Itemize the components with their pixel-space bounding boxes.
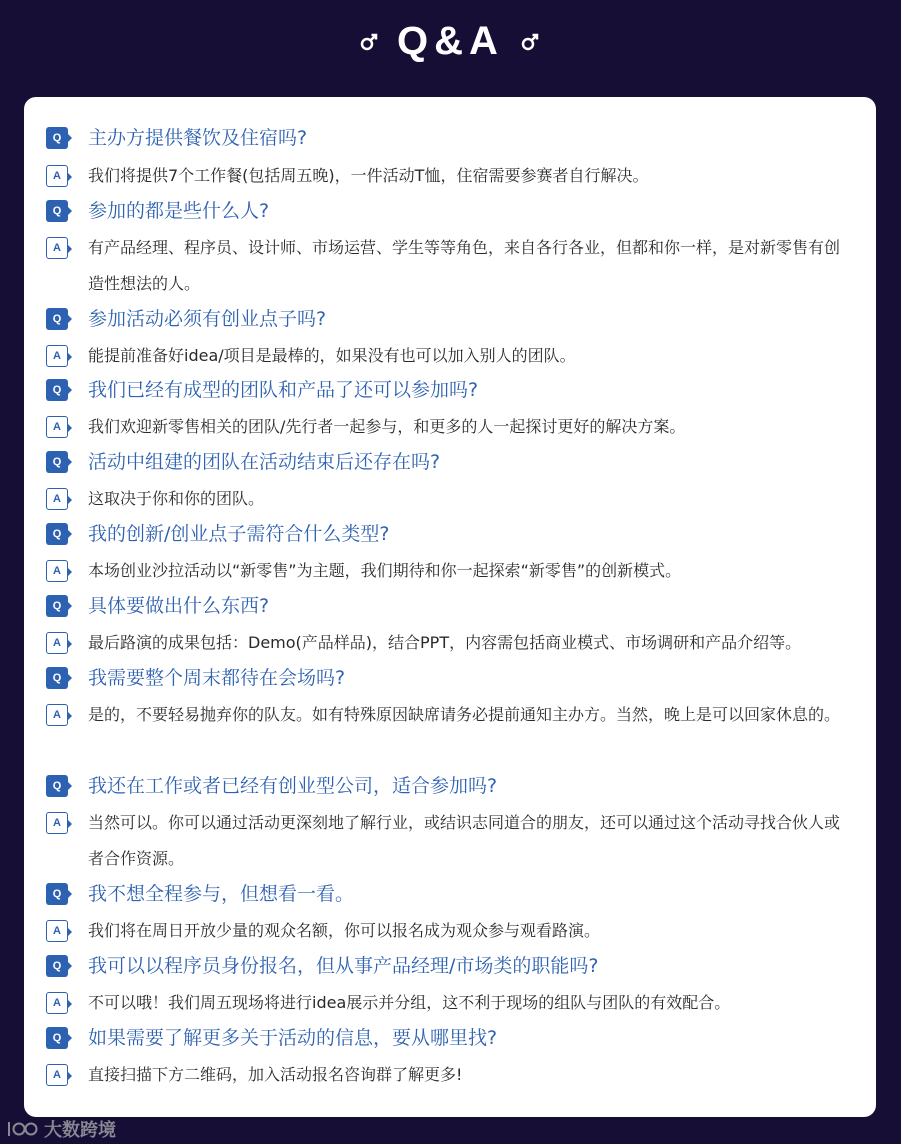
answer-badge: A [46,416,68,438]
answer-row [46,488,858,517]
question-badge: Q [46,308,68,330]
answer-badge: A [46,560,68,582]
qa-card [24,97,876,1117]
question-badge: Q [46,775,68,797]
answer-badge: A [46,704,68,726]
question-row [46,127,858,149]
answer-row [46,1064,858,1093]
question-badge: Q [46,595,68,617]
answer-badge: A [46,165,68,187]
answer-badge: A [46,345,68,367]
answer-text: 最后路演的成果包括：Demo(产品样品)，结合PPT，内容需包括商业模式、市场调研和产品介绍等。 [88,633,802,652]
question-row [46,595,858,617]
answer-badge: A [46,992,68,1014]
answer-text: 直接扫描下方二维码，加入活动报名咨询群了解更多! [88,1065,463,1084]
question-row [46,308,858,330]
question-badge: Q [46,379,68,401]
question-badge: Q [46,883,68,905]
question-row [46,523,858,545]
question-text: 我需要整个周末都待在会场吗? [88,667,346,689]
question-text: 参加的都是些什么人? [88,200,270,222]
answer-text: 能提前准备好idea/项目是最棒的，如果没有也可以加入别人的团队。 [88,346,576,365]
question-row [46,883,858,905]
question-badge: Q [46,955,68,977]
answer-text: 当然可以。你可以通过活动更深刻地了解行业，或结识志同道合的朋友，还可以通过这个活动寻找合伙人或者合作资源。 [88,813,841,868]
question-text: 参加活动必须有创业点子吗? [88,308,327,330]
answer-row [46,416,858,445]
male-symbol-icon [520,30,542,52]
question-row [46,955,858,977]
answer-badge: A [46,632,68,654]
question-row [46,451,858,473]
answer-row [46,920,858,949]
question-row [46,775,858,797]
question-text: 我可以以程序员身份报名，但从事产品经理/市场类的职能吗? [88,955,599,977]
answer-row [46,812,858,877]
question-badge: Q [46,451,68,473]
answer-text: 这取决于你和你的团队。 [88,489,265,508]
question-text: 我们已经有成型的团队和产品了还可以参加吗? [88,379,479,401]
title-group [359,19,542,64]
question-row [46,667,858,689]
logo-icon [6,1119,38,1139]
page-title: Q&A [397,18,504,63]
male-symbol-icon [359,30,381,52]
answer-badge: A [46,812,68,834]
answer-text: 不可以哦！我们周五现场将进行idea展示并分组，这不利于现场的组队与团队的有效配合。 [88,993,731,1012]
question-text: 我的创新/创业点子需符合什么类型? [88,523,390,545]
question-text: 主办方提供餐饮及住宿吗? [88,127,308,149]
question-text: 如果需要了解更多关于活动的信息，要从哪里找? [88,1027,498,1049]
answer-text: 我们欢迎新零售相关的团队/先行者一起参与，和更多的人一起探讨更好的解决方案。 [88,417,686,436]
watermark [6,1116,116,1142]
answer-badge: A [46,920,68,942]
answer-badge: A [46,1064,68,1086]
question-text: 我还在工作或者已经有创业型公司，适合参加吗? [88,775,498,797]
answer-row [46,165,858,194]
question-badge: Q [46,523,68,545]
answer-row [46,632,858,661]
question-text: 我不想全程参与，但想看一看。 [88,883,355,905]
question-badge: Q [46,667,68,689]
header [0,0,901,96]
answer-text: 我们将提供7个工作餐(包括周五晚)，一件活动T恤，住宿需要参赛者自行解决。 [88,166,649,185]
answer-row [46,704,858,733]
answer-text: 我们将在周日开放少量的观众名额，你可以报名成为观众参与观看路演。 [88,921,601,940]
answer-text: 本场创业沙拉活动以“新零售”为主题，我们期待和你一起探索“新零售”的创新模式。 [88,561,682,580]
answer-text: 有产品经理、程序员、设计师、市场运营、学生等等角色，来自各行各业，但都和你一样，是对新零售有创造性想法的人。 [88,238,841,293]
answer-row [46,560,858,589]
question-row [46,200,858,222]
watermark-text: 大数跨境 [44,1120,116,1141]
question-row [46,1027,858,1049]
question-badge: Q [46,1027,68,1049]
question-row [46,379,858,401]
question-badge: Q [46,127,68,149]
question-badge: Q [46,200,68,222]
answer-row [46,992,858,1021]
answer-row [46,237,858,302]
answer-text: 是的，不要轻易抛弃你的队友。如有特殊原因缺席请务必提前通知主办方。当然，晚上是可以回家休息的。 [88,705,841,724]
question-text: 具体要做出什么东西? [88,595,270,617]
question-text: 活动中组建的团队在活动结束后还存在吗? [88,451,441,473]
answer-row [46,345,858,374]
answer-badge: A [46,488,68,510]
answer-badge: A [46,237,68,259]
